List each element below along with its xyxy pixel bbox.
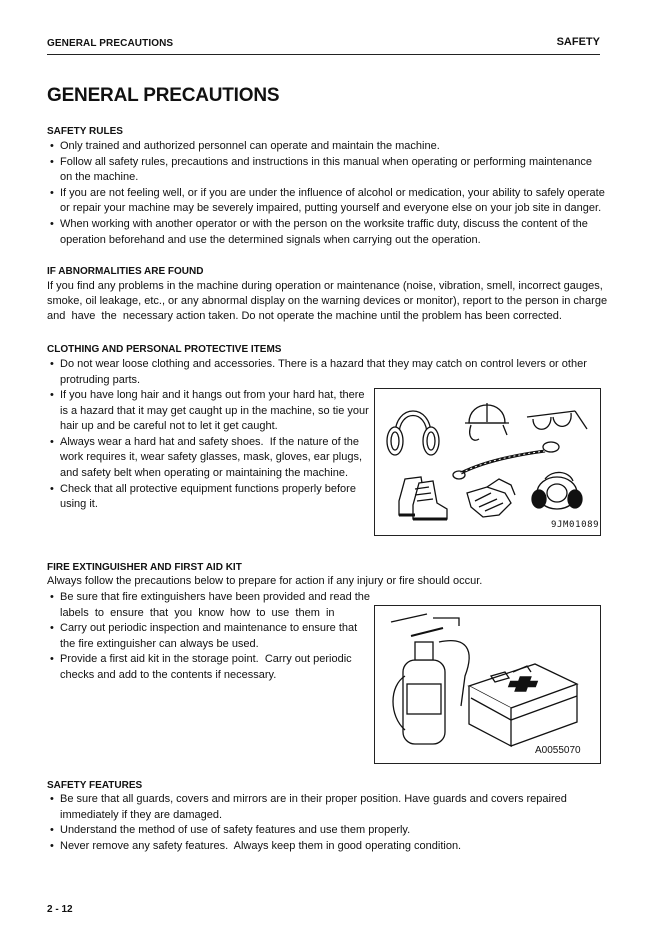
bullet-dot: • [50, 435, 54, 448]
protective-equipment-illustration [375, 389, 600, 535]
fire-extinguisher-illustration [375, 606, 600, 763]
bullet-text-line: or repair your machine may be severely impaired, putting yourself and everyone else on your job site in danger. [60, 202, 602, 215]
bullet-dot: • [50, 140, 54, 152]
protective-equipment-figure [374, 388, 601, 536]
hard-hat-icon [465, 403, 509, 440]
bullet-text-line: and safety belt when operating or maintaining the machine. [60, 466, 349, 479]
abnormalities-heading: IF ABNORMALITIES ARE FOUND [47, 266, 204, 277]
bullet-item [47, 388, 367, 435]
abnormalities-line: and have the necessary action taken. Do not operate the machine until the problem has been corrected. [47, 310, 562, 322]
bullet-text-line: immediately if they are damaged. [60, 808, 223, 821]
bullet-text-line: on the machine. [60, 171, 139, 184]
bullet-item [47, 139, 600, 155]
bullet-dot: • [50, 824, 54, 837]
bullet-text-line: When working with another operator or with the person on the worksite traffic duty, discuss the content of the [60, 218, 588, 230]
bullet-text-line: is a hazard that it may get caught up in the machine, so tie your [60, 404, 369, 417]
bullet-text-line: If you are not feeling well, or if you are under the influence of alcohol or medication, your ability to safely operate [60, 186, 605, 199]
bullet-text-line: the fire extinguisher can always be used. [60, 637, 259, 650]
bullet-item [47, 186, 605, 217]
abnormalities-line: If you find any problems in the machine during operation or maintenance (noise, vibration, smell, incorrect gauges, [47, 280, 603, 292]
figure-code: A0055070 [535, 745, 581, 756]
bullet-text-line: Never remove any safety features. Always keep them in good operating condition. [60, 839, 462, 852]
bullet-item [47, 792, 600, 823]
bullet-text-line: labels to ensure that you know how to use them in [60, 606, 335, 619]
gloves-icon [467, 479, 515, 517]
header-section-title: GENERAL PRECAUTIONS [47, 38, 174, 49]
fire-extinguisher-icon [391, 614, 469, 744]
bullet-text-line: Be sure that all guards, covers and mirrors are in their proper position. Have guards and covers repaired [60, 793, 567, 805]
earmuffs-icon [387, 411, 439, 455]
bullet-dot: • [50, 389, 54, 401]
header-chapter-title: SAFETY [556, 36, 600, 48]
bullet-text-line: If you have long hair and it hangs out from your hard hat, there [60, 389, 365, 401]
bullet-text-line: hair up and be careful not to let it get caught. [60, 420, 278, 433]
page-header [47, 38, 600, 55]
bullet-item [47, 217, 600, 248]
safety-boots-icon [399, 477, 447, 519]
first-aid-kit-icon [469, 664, 577, 746]
fire-heading: FIRE EXTINGUISHER AND FIRST AID KIT [47, 562, 242, 573]
safety-rules-heading: SAFETY RULES [47, 126, 123, 137]
safety-glasses-icon [527, 411, 587, 429]
bullet-text-line: using it. [60, 498, 98, 511]
bullet-text-line: Do not wear loose clothing and accessories. There is a hazard that they may catch on control levers or other [60, 358, 587, 370]
safety-belt-icon [453, 442, 559, 479]
bullet-dot: • [50, 839, 54, 852]
abnormalities-line: smoke, oil leakage, etc., or any abnormal display on the warning devices or monitor), report to the person in charge [47, 295, 608, 307]
bullet-text-line: Check that all protective equipment functions properly before [60, 482, 356, 495]
bullet-item [47, 621, 367, 652]
bullet-dot: • [50, 591, 54, 603]
bullet-text-line: Follow all safety rules, precautions and instructions in this manual when operating or performing maintenance [60, 155, 592, 168]
bullet-item [47, 482, 367, 513]
page-title: GENERAL PRECAUTIONS [47, 85, 280, 106]
bullet-item [47, 357, 600, 388]
safety-features-heading: SAFETY FEATURES [47, 780, 143, 791]
bullet-text-line: Always wear a hard hat and safety shoes. If the nature of the [60, 435, 360, 448]
bullet-item [47, 823, 600, 839]
bullet-dot: • [50, 482, 54, 495]
bullet-dot: • [50, 218, 54, 230]
bullet-text-line: Understand the method of use of safety features and use them properly. [60, 824, 411, 837]
bullet-item [47, 590, 371, 621]
bullet-text-line: Provide a first aid kit in the storage point. Carry out periodic [60, 653, 352, 666]
respirator-mask-icon [532, 472, 582, 509]
fire-intro: Always follow the precautions below to prepare for action if any injury or fire should occur. [47, 575, 483, 587]
clothing-heading: CLOTHING AND PERSONAL PROTECTIVE ITEMS [47, 344, 282, 355]
bullet-item [47, 435, 367, 482]
bullet-text-line: protruding parts. [60, 373, 141, 386]
bullet-text-line: operation beforehand and use the determined signals when carrying out the operation. [60, 233, 481, 246]
bullet-dot: • [50, 155, 54, 168]
bullet-text-line: work requires it, wear safety glasses, mask, gloves, ear plugs, [60, 451, 363, 464]
bullet-dot: • [50, 653, 54, 666]
bullet-dot: • [50, 622, 54, 635]
bullet-item [47, 155, 600, 186]
bullet-item [47, 652, 367, 683]
bullet-text-line: Be sure that fire extinguishers have been provided and read the [60, 591, 371, 603]
bullet-dot: • [50, 358, 54, 370]
page-number: 2 - 12 [47, 904, 73, 915]
fire-extinguisher-figure [374, 605, 601, 764]
bullet-text-line: Carry out periodic inspection and maintenance to ensure that [60, 622, 358, 635]
figure-code: 9JM01089 [551, 520, 600, 530]
bullet-text-line: Only trained and authorized personnel can operate and maintain the machine. [60, 140, 440, 152]
bullet-dot: • [50, 793, 54, 805]
bullet-item [47, 839, 600, 855]
bullet-text-line: checks and add to the contents if necessary. [60, 668, 277, 681]
bullet-dot: • [50, 186, 54, 199]
